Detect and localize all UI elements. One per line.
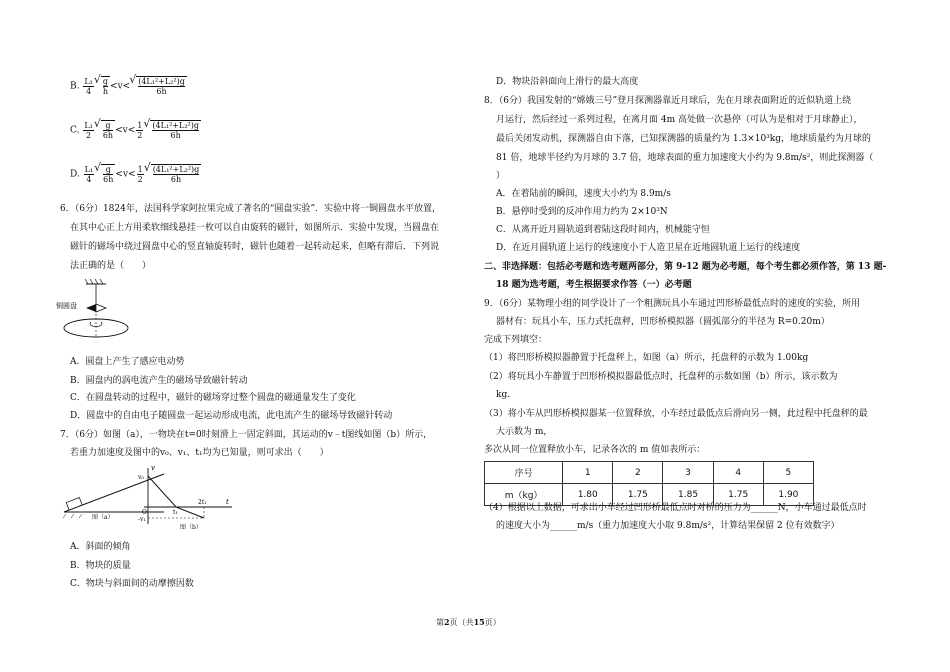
section-2-line-1: 二、非选择题：包括必考题和选考题两部分，第 9-12 题为必考题，每个考生都必须作答，第 13 题- bbox=[484, 262, 887, 272]
section-2-line-2: 18 题为选考题，考生根据要求作答（一）必考题 bbox=[496, 280, 692, 290]
q8-line-1: 8．（6分）我国发射的“嫦娥三号”登月探测器靠近月球后，先在月球表面附近的近似轨道上绕 bbox=[484, 96, 852, 106]
table-cell: 3 bbox=[663, 462, 713, 484]
fraction: $\frac{1}{2}$ bbox=[137, 120, 143, 140]
footer-text: 页） bbox=[484, 618, 501, 627]
sqrt-expr: √ $\frac{g}{6h}$ bbox=[101, 120, 115, 140]
table-cell: 1.75 bbox=[713, 484, 763, 506]
origin-label: O bbox=[142, 509, 147, 516]
q6-option-d: D．圆盘中的自由电子随圆盘一起运动形成电流，此电流产生的磁场导致磁针转动 bbox=[70, 411, 393, 421]
q9-step-2b: kg． bbox=[496, 390, 517, 400]
option-label: B. bbox=[70, 81, 80, 92]
q7-option-d: D．物块沿斜面向上滑行的最大高度 bbox=[496, 77, 639, 87]
page-total: 15 bbox=[473, 617, 485, 627]
figure-b-caption: 图（b） bbox=[180, 524, 202, 531]
q9-step-1: （1）将凹形桥模拟器静置于托盘秤上，如图（a）所示，托盘秤的示数为 1.00kg bbox=[484, 353, 809, 363]
mass-table bbox=[484, 461, 814, 506]
q8-line-3: 最后关闭发动机，探测器自由下落，已知探测器的质量约为 1.3×10³kg，地球质量约为月球的 bbox=[496, 134, 871, 144]
option-label: D. bbox=[70, 169, 80, 180]
table-cell: 1.85 bbox=[663, 484, 713, 506]
q7-option-b: B．物块的质量 bbox=[70, 561, 131, 571]
figure-label-copper-disk: 铜圆盘 bbox=[56, 302, 77, 310]
q9-line-2: 器材有：玩具小车，压力式托盘秤，凹形桥模拟器（圆弧部分的半径为 R=0.20m） bbox=[496, 317, 830, 327]
q8-line-4: 81 倍，地球半径约为月球的 3.7 倍，地球表面的重力加速度大小约为 9.8m/s²，则此探测器（ bbox=[496, 153, 874, 163]
sqrt-expr: √ $\frac{\text{(4L₁²+L₂²)g}}{6h}$ bbox=[151, 164, 202, 184]
q7-line-2: 若重力加速度及图中的v₀、v₁、t₁均为已知量，则可求出（ ） bbox=[70, 448, 329, 458]
inequality: <v< bbox=[115, 125, 136, 136]
q6-line-1: 6．（6分）1824年，法国科学家阿拉果完成了著名的“圆盘实验”．实验中将一铜圆盘水平放置， bbox=[60, 204, 442, 214]
q7-option-a: A．斜面的倾角 bbox=[70, 542, 131, 552]
fraction: $\frac{\text{L₁}}{2}$ bbox=[84, 120, 93, 140]
table-cell: 1.90 bbox=[763, 484, 813, 506]
table-cell: 序号 bbox=[485, 462, 563, 484]
inequality: <v< bbox=[115, 169, 136, 180]
sqrt-expr: √ $\frac{\text{(4L₁²+L₂²)g}}{6h}$ bbox=[150, 120, 201, 140]
axis-v-label: v bbox=[151, 464, 155, 472]
table-cell: 5 bbox=[763, 462, 813, 484]
page-footer bbox=[436, 617, 501, 628]
q7-line-1: 7．（6分）如图（a），一物块在t=0时刻滑上一固定斜面，其运动的v﹣t图线如图（b）所示， bbox=[60, 430, 433, 440]
table-cell: 2 bbox=[613, 462, 663, 484]
axis-t-label: t bbox=[226, 498, 229, 506]
table-header-row bbox=[485, 462, 814, 484]
figure-a-caption: 图（a） bbox=[92, 514, 114, 521]
q7-option-c: C．物块与斜面间的动摩擦因数 bbox=[70, 579, 194, 589]
footer-text: 页（共 bbox=[449, 618, 474, 627]
q8-option-c: C．从离开近月圆轨道到着陆这段时间内，机械能守恒 bbox=[496, 225, 710, 235]
q8-line-2: 月运行，然后经过一系列过程，在离月面 4m 高处做一次悬停（可认为是相对于月球静止）， bbox=[496, 115, 863, 125]
q8-option-a: A．在着陆前的瞬间，速度大小约为 8.9m/s bbox=[496, 189, 671, 199]
q8-option-d: D．在近月圆轨道上运行的线速度小于人造卫星在近地圆轨道上运行的线速度 bbox=[496, 243, 801, 253]
q6-option-b: B．圆盘内的涡电流产生的磁场导致磁针转动 bbox=[70, 376, 248, 386]
fraction: $\frac{1}{2}$ bbox=[137, 164, 143, 184]
q6-option-c: C．在圆盘转动的过程中，磁针的磁场穿过整个圆盘的磁通量发生了变化 bbox=[70, 393, 356, 403]
q6-line-3: 磁针的磁场中绕过圆盘中心的竖直轴旋转时，磁针也随着一起转动起来，但略有滞后．下列说 bbox=[70, 242, 440, 252]
q9-step-3c: 多次从同一位置释放小车，记录各次的 m 值如表所示： bbox=[484, 445, 706, 455]
q9-step-2a: （2）将玩具小车静置于凹形桥模拟器最低点时，托盘秤的示数如图（b）所示，该示数为 bbox=[484, 372, 838, 382]
table-cell: 4 bbox=[713, 462, 763, 484]
sqrt-expr: √ $\frac{g}{h}$ bbox=[101, 76, 110, 96]
fraction: $\frac{\text{L₁}}{4}$ bbox=[84, 76, 93, 96]
v1-label: -v₁ bbox=[138, 516, 146, 523]
q5-option-b bbox=[70, 76, 187, 96]
2t1-label: 2t₁ bbox=[198, 499, 207, 506]
q9-line-1: 9．（6分）某物理小组的同学设计了一个粗测玩具小车通过凹形桥最低点时的速度的实验，所用 bbox=[484, 299, 860, 309]
q9-step-3a: （3）将小车从凹形桥模拟器某一位置释放，小车经过最低点后滑向另一侧，此过程中托盘秤的最 bbox=[484, 409, 868, 419]
v0-label: v₀ bbox=[138, 474, 144, 481]
q9-line-3: 完成下列填空： bbox=[484, 335, 548, 345]
t1-label: t₁ bbox=[173, 509, 178, 516]
fraction: $\frac{\text{L₁}}{4}$ bbox=[84, 164, 94, 184]
q5-option-d bbox=[70, 164, 201, 184]
q6-option-a: A．圆盘上产生了感应电动势 bbox=[70, 357, 185, 367]
q9-step-3b: 大示数为 m， bbox=[496, 427, 553, 437]
table-cell: m（kg） bbox=[485, 484, 563, 506]
q5-option-c bbox=[70, 120, 201, 140]
q9-step-4a: （4）根据以上数据，可求出小车经过凹形桥最低点时对桥的压力为______N，小车通过最低点时 bbox=[484, 503, 867, 513]
page-number: 2 bbox=[444, 617, 450, 627]
sqrt-expr: √ $\frac{\text{(4L₁²+L₂²)g}}{6h}$ bbox=[136, 76, 187, 96]
table-cell: 1.80 bbox=[563, 484, 613, 506]
sqrt-expr: √ $\frac{g}{6h}$ bbox=[101, 164, 115, 184]
footer-text: 第 bbox=[436, 618, 444, 627]
option-label: C. bbox=[70, 125, 80, 136]
table-cell: 1.75 bbox=[613, 484, 663, 506]
table-cell: 1 bbox=[563, 462, 613, 484]
q6-line-2: 在其中心正上方用柔软细线悬挂一枚可以自由旋转的磁针，如图所示．实验中发现，当圆盘在 bbox=[70, 223, 440, 233]
inequality: <v< bbox=[110, 81, 131, 92]
q6-line-4: 法正确的是（ ） bbox=[70, 261, 152, 271]
q8-line-5: ） bbox=[496, 171, 506, 181]
q9-step-4b: 的速度大小为______m/s（重力加速度大小取 9.8m/s²，计算结果保留 2 位有效数字） bbox=[496, 521, 840, 531]
q8-option-b: B．悬停时受到的反冲作用力约为 2×10³N bbox=[496, 207, 668, 217]
